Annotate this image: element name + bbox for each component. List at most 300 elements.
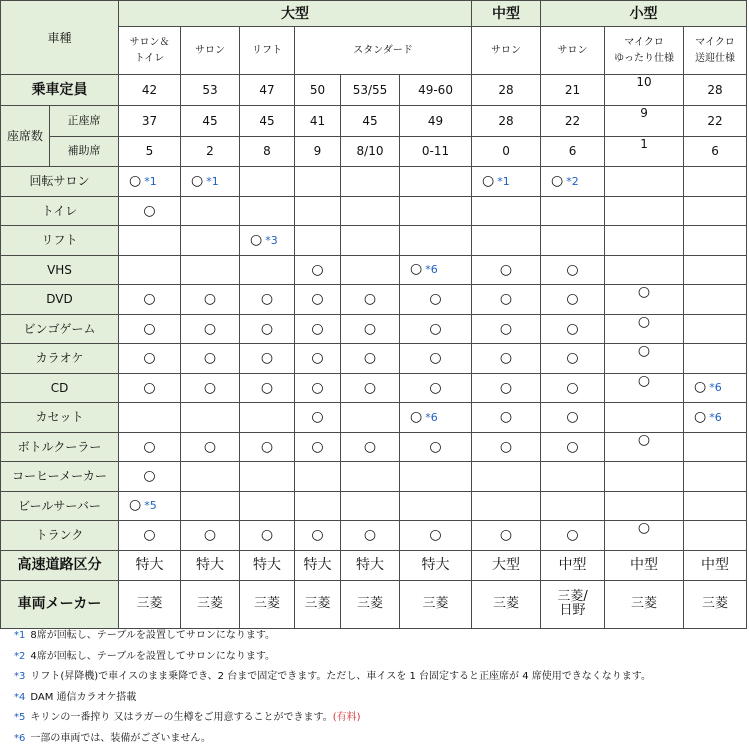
feature-available-mark (694, 410, 722, 425)
feature-cell (181, 462, 240, 492)
feature-cell (341, 432, 400, 462)
available-circle: ○ (499, 291, 513, 308)
feature-available-mark (694, 380, 722, 395)
feature-cell (119, 403, 181, 433)
footnote-mark: *6 (14, 732, 26, 744)
maker-cell (341, 580, 400, 628)
feature-note-ref: *1 (497, 174, 510, 188)
feature-cell (541, 196, 605, 226)
available-circle: ○ (499, 438, 513, 455)
maker-name: 三菱 (253, 596, 280, 611)
feature-cell (472, 255, 541, 285)
feature-cell (541, 462, 605, 492)
feature-cell (684, 196, 747, 226)
type-salon-toilet-line2: トイレ (134, 52, 165, 64)
feature-cell (295, 196, 341, 226)
type-micro-relaxed-line2: ゆったり仕様 (614, 52, 674, 64)
feature-cell (341, 226, 400, 256)
feature-available-mark (143, 204, 155, 218)
feature-cell (240, 314, 295, 344)
feature-cell (400, 314, 472, 344)
feature-label: カセット (1, 403, 119, 433)
type-salon-small: サロン (541, 27, 605, 75)
regular-seats-label: 正座席 (50, 106, 118, 137)
highway-class-label: 高速道路区分 (1, 550, 119, 580)
available-circle: ○ (143, 527, 156, 544)
feature-label: VHS (1, 255, 119, 285)
feature-cell (400, 285, 472, 315)
seats-header (1, 106, 119, 167)
feature-cell (400, 167, 472, 197)
aux-seats-label: 補助席 (67, 144, 101, 158)
footnote-mark: *5 (14, 712, 26, 724)
maker-cell (684, 580, 747, 628)
capacity-cell: 47 (240, 75, 295, 106)
aux-seats-cell: 6 (541, 136, 605, 167)
feature-available-mark (261, 440, 273, 454)
feature-cell (605, 403, 684, 433)
available-circle: ○ (551, 172, 564, 189)
feature-cell (240, 403, 295, 433)
feature-cell (605, 226, 684, 256)
maker-name: 三菱 (196, 596, 223, 611)
feature-cell (472, 285, 541, 315)
feature-cell (472, 521, 541, 551)
feature-cell (295, 314, 341, 344)
footnote (14, 667, 744, 688)
available-circle: ○ (143, 291, 156, 308)
feature-available-mark (566, 322, 578, 336)
type-micro-shuttle-line2: 送迎仕様 (695, 52, 736, 64)
feature-cell (119, 196, 181, 226)
regular-seats-cell: 41 (295, 106, 341, 137)
feature-available-mark (311, 351, 323, 365)
feature-label: CD (1, 373, 119, 403)
footnote-text: 一部の車両では、装備がございません。 (30, 732, 211, 744)
feature-available-mark (566, 351, 578, 365)
footnote (14, 729, 744, 750)
feature-available-mark (500, 440, 512, 454)
capacity-cell: 10 (605, 75, 684, 106)
feature-cell (181, 403, 240, 433)
feature-cell (341, 491, 400, 521)
feature-cell (181, 285, 240, 315)
available-circle: ○ (499, 527, 513, 544)
seats-label: 座席数 (1, 106, 50, 166)
highway-class-cell: 特大 (181, 550, 240, 580)
feature-available-mark (250, 233, 278, 248)
feature-cell (605, 167, 684, 197)
feature-available-mark (143, 351, 155, 365)
highway-class-cell: 特大 (295, 550, 341, 580)
feature-cell (341, 314, 400, 344)
feature-note-ref: *1 (144, 174, 157, 188)
regular-seats-cell: 22 (541, 106, 605, 137)
feature-cell (541, 255, 605, 285)
feature-available-mark (429, 292, 441, 306)
feature-cell (119, 226, 181, 256)
feature-label: トランク (1, 521, 119, 551)
feature-note-ref: *6 (425, 263, 438, 277)
available-circle: ○ (637, 520, 651, 536)
feature-label: カラオケ (1, 344, 119, 374)
aux-seats-cell: 0-11 (400, 136, 472, 167)
feature-available-mark (500, 292, 512, 306)
feature-available-mark (364, 322, 376, 336)
feature-cell (295, 373, 341, 403)
feature-available-mark (204, 528, 216, 542)
feature-available-mark (566, 381, 578, 395)
feature-cell (181, 521, 240, 551)
capacity-cell: 21 (541, 75, 605, 106)
feature-cell (684, 226, 747, 256)
feature-cell (472, 373, 541, 403)
capacity-cell: 53 (181, 75, 240, 106)
feature-cell (472, 403, 541, 433)
feature-cell (295, 432, 341, 462)
footnotes (14, 626, 744, 750)
feature-cell (541, 314, 605, 344)
aux-seats-cell: 8 (240, 136, 295, 167)
maker-cell (240, 580, 295, 628)
available-circle: ○ (482, 172, 495, 189)
feature-available-mark (638, 433, 650, 447)
highway-class-cell: 特大 (400, 550, 472, 580)
feature-cell (605, 314, 684, 344)
feature-available-mark (204, 351, 216, 365)
feature-cell (541, 226, 605, 256)
feature-cell (295, 285, 341, 315)
feature-available-mark (500, 322, 512, 336)
feature-cell (341, 285, 400, 315)
feature-cell (684, 403, 747, 433)
feature-cell (341, 167, 400, 197)
available-circle: ○ (260, 350, 274, 367)
available-circle: ○ (203, 527, 217, 544)
feature-cell (240, 167, 295, 197)
available-circle: ○ (311, 409, 324, 426)
maker-name: 三菱 (422, 596, 449, 611)
available-circle: ○ (260, 379, 274, 396)
feature-cell (240, 521, 295, 551)
feature-cell (541, 285, 605, 315)
feature-cell (541, 344, 605, 374)
feature-cell (181, 344, 240, 374)
feature-available-mark (204, 440, 216, 454)
feature-available-mark (364, 528, 376, 542)
feature-cell (605, 462, 684, 492)
feature-cell (684, 491, 747, 521)
maker-cell (605, 580, 684, 628)
feature-available-mark (143, 469, 155, 483)
feature-available-mark (261, 528, 273, 542)
group-header-medium: 中型 (472, 1, 541, 27)
feature-cell (240, 373, 295, 403)
feature-cell (472, 314, 541, 344)
footnote-mark: *2 (14, 650, 26, 662)
feature-cell (295, 462, 341, 492)
available-circle: ○ (203, 350, 217, 367)
feature-available-mark (500, 263, 512, 277)
available-circle: ○ (260, 291, 274, 308)
highway-class-cell: 特大 (240, 550, 295, 580)
available-circle: ○ (429, 438, 442, 455)
feature-cell (181, 373, 240, 403)
available-circle: ○ (311, 379, 324, 396)
feature-label: コーヒーメーカー (1, 462, 119, 492)
feature-cell (341, 462, 400, 492)
feature-cell (605, 373, 684, 403)
available-circle: ○ (499, 350, 513, 367)
feature-available-mark (638, 344, 650, 358)
footnote (14, 626, 744, 647)
available-circle: ○ (363, 291, 377, 308)
feature-cell (684, 521, 747, 551)
feature-label: ビールサーバー (1, 491, 119, 521)
available-circle: ○ (143, 379, 156, 396)
footnote-text: 8席が回転し、テーブルを設置してサロンになります。 (30, 630, 276, 641)
highway-class-cell: 大型 (472, 550, 541, 580)
type-micro-shuttle (684, 27, 747, 75)
maker-label: 車両メーカー (1, 580, 119, 628)
available-circle: ○ (363, 438, 377, 455)
feature-available-mark (566, 292, 578, 306)
feature-cell (605, 255, 684, 285)
available-circle: ○ (203, 379, 217, 396)
available-circle: ○ (566, 527, 579, 544)
available-circle: ○ (311, 320, 324, 337)
maker-cell (119, 580, 181, 628)
aux-seats-cell: 9 (295, 136, 341, 167)
footnote-text: リフト(昇降機)で車イスのまま乗降でき、2 台まで固定できます。ただし、車イスを 1 台固定すると正座席が 4 席使用できなくなります。 (30, 671, 651, 683)
feature-cell (472, 226, 541, 256)
available-circle: ○ (311, 527, 324, 544)
available-circle: ○ (143, 320, 156, 337)
feature-available-mark (429, 528, 441, 542)
feature-note-ref: *6 (709, 381, 722, 395)
feature-available-mark (638, 374, 650, 388)
available-circle: ○ (250, 231, 263, 248)
type-salon-medium: サロン (472, 27, 541, 75)
feature-cell (341, 373, 400, 403)
feature-cell (684, 314, 747, 344)
capacity-label: 乗車定員 (1, 75, 119, 106)
type-micro-relaxed-line1: マイクロ (624, 36, 664, 48)
feature-cell (181, 255, 240, 285)
feature-cell (605, 344, 684, 374)
maker-name: 三菱 (356, 596, 383, 611)
aux-seats-cell: 6 (684, 136, 747, 167)
footnote-mark: *4 (14, 691, 26, 703)
feature-available-mark (143, 381, 155, 395)
available-circle: ○ (499, 261, 513, 278)
feature-available-mark (429, 440, 441, 454)
type-micro-relaxed (605, 27, 684, 75)
corner-header: 車種 (1, 1, 119, 75)
footnote-text: DAM 通信カラオケ搭載 (30, 691, 137, 703)
feature-note-ref: *6 (425, 410, 438, 424)
feature-label: ビンゴゲーム (1, 314, 119, 344)
group-header-large: 大型 (119, 1, 472, 27)
available-circle: ○ (363, 320, 377, 337)
feature-available-mark (143, 292, 155, 306)
feature-cell (341, 403, 400, 433)
regular-seats-cell: 22 (684, 106, 747, 137)
feature-note-ref: *6 (709, 410, 722, 424)
highway-class-cell: 特大 (119, 550, 181, 580)
available-circle: ○ (637, 373, 651, 389)
available-circle: ○ (311, 291, 324, 308)
highway-class-cell: 中型 (541, 550, 605, 580)
feature-cell (295, 344, 341, 374)
feature-available-mark (482, 174, 510, 189)
capacity-cell: 28 (684, 75, 747, 106)
feature-available-mark (566, 440, 578, 454)
capacity-cell: 49-60 (400, 75, 472, 106)
maker-name: 三菱 (136, 596, 163, 611)
available-circle: ○ (566, 350, 579, 367)
feature-cell (684, 432, 747, 462)
type-salon-toilet (119, 27, 181, 75)
available-circle: ○ (363, 379, 377, 396)
feature-cell (341, 255, 400, 285)
feature-available-mark (364, 381, 376, 395)
feature-available-mark (566, 410, 578, 424)
feature-cell (472, 196, 541, 226)
capacity-cell: 42 (119, 75, 181, 106)
highway-class-cell: 特大 (341, 550, 400, 580)
feature-cell (341, 344, 400, 374)
feature-cell (605, 491, 684, 521)
feature-cell (541, 491, 605, 521)
feature-cell (472, 167, 541, 197)
feature-cell (181, 432, 240, 462)
feature-available-mark (311, 263, 323, 277)
available-circle: ○ (637, 343, 651, 359)
feature-cell (240, 226, 295, 256)
feature-cell (119, 491, 181, 521)
available-circle: ○ (260, 320, 274, 337)
feature-available-mark (500, 381, 512, 395)
feature-available-mark (204, 381, 216, 395)
available-circle: ○ (203, 291, 217, 308)
highway-class-cell: 中型 (605, 550, 684, 580)
maker-name: 三菱 (304, 596, 331, 611)
feature-available-mark (500, 410, 512, 424)
feature-cell (472, 344, 541, 374)
feature-cell (119, 432, 181, 462)
available-circle: ○ (129, 497, 142, 514)
feature-cell (295, 403, 341, 433)
available-circle: ○ (429, 320, 442, 337)
available-circle: ○ (260, 438, 274, 455)
capacity-cell: 53/55 (341, 75, 400, 106)
available-circle: ○ (260, 527, 274, 544)
feature-available-mark (129, 174, 157, 189)
feature-cell (684, 285, 747, 315)
maker-cell (400, 580, 472, 628)
feature-cell (240, 462, 295, 492)
available-circle: ○ (566, 409, 579, 426)
feature-cell (181, 196, 240, 226)
feature-available-mark (429, 322, 441, 336)
available-circle: ○ (566, 438, 579, 455)
aux-seats-cell: 0 (472, 136, 541, 167)
feature-cell (181, 491, 240, 521)
footnote-mark: *1 (14, 630, 26, 641)
available-circle: ○ (637, 432, 651, 448)
feature-cell (295, 226, 341, 256)
available-circle: ○ (637, 314, 651, 330)
regular-seats-cell: 9 (605, 106, 684, 137)
feature-available-mark (191, 174, 219, 189)
regular-seats-cell: 45 (341, 106, 400, 137)
footnote-paid-note: (有料) (332, 712, 361, 724)
footnote-text: 4席が回転し、テーブルを設置してサロンになります。 (30, 650, 276, 662)
feature-cell (541, 432, 605, 462)
feature-cell (541, 403, 605, 433)
regular-seats-cell: 45 (181, 106, 240, 137)
footnote-mark: *3 (14, 671, 26, 683)
feature-available-mark (143, 440, 155, 454)
feature-available-mark (638, 285, 650, 299)
feature-available-mark (638, 521, 650, 535)
capacity-cell: 28 (472, 75, 541, 106)
group-header-small: 小型 (541, 1, 747, 27)
available-circle: ○ (129, 172, 142, 189)
available-circle: ○ (429, 527, 442, 544)
feature-cell (240, 196, 295, 226)
feature-cell (119, 344, 181, 374)
feature-available-mark (551, 174, 579, 189)
footnote (14, 708, 744, 729)
regular-seats-cell: 49 (400, 106, 472, 137)
feature-available-mark (566, 528, 578, 542)
feature-label: ボトルクーラー (1, 432, 119, 462)
feature-available-mark (410, 262, 438, 277)
feature-available-mark (129, 498, 157, 513)
feature-cell (400, 196, 472, 226)
maker-name: 三菱 (702, 596, 729, 611)
feature-available-mark (143, 528, 155, 542)
feature-available-mark (566, 263, 578, 277)
type-standard: スタンダード (295, 27, 472, 75)
feature-cell (400, 403, 472, 433)
feature-label: トイレ (1, 196, 119, 226)
available-circle: ○ (694, 379, 707, 396)
available-circle: ○ (566, 261, 579, 278)
feature-cell (472, 491, 541, 521)
footnote (14, 688, 744, 709)
available-circle: ○ (566, 379, 579, 396)
type-lift: リフト (240, 27, 295, 75)
feature-cell (684, 373, 747, 403)
available-circle: ○ (694, 408, 707, 425)
feature-available-mark (311, 322, 323, 336)
feature-available-mark (261, 381, 273, 395)
maker-name: 日野 (559, 603, 586, 618)
feature-cell (472, 432, 541, 462)
feature-cell (240, 491, 295, 521)
feature-cell (684, 167, 747, 197)
feature-available-mark (311, 292, 323, 306)
feature-cell (605, 521, 684, 551)
feature-cell (240, 344, 295, 374)
feature-available-mark (364, 351, 376, 365)
available-circle: ○ (566, 291, 579, 308)
available-circle: ○ (410, 261, 423, 278)
feature-available-mark (500, 528, 512, 542)
